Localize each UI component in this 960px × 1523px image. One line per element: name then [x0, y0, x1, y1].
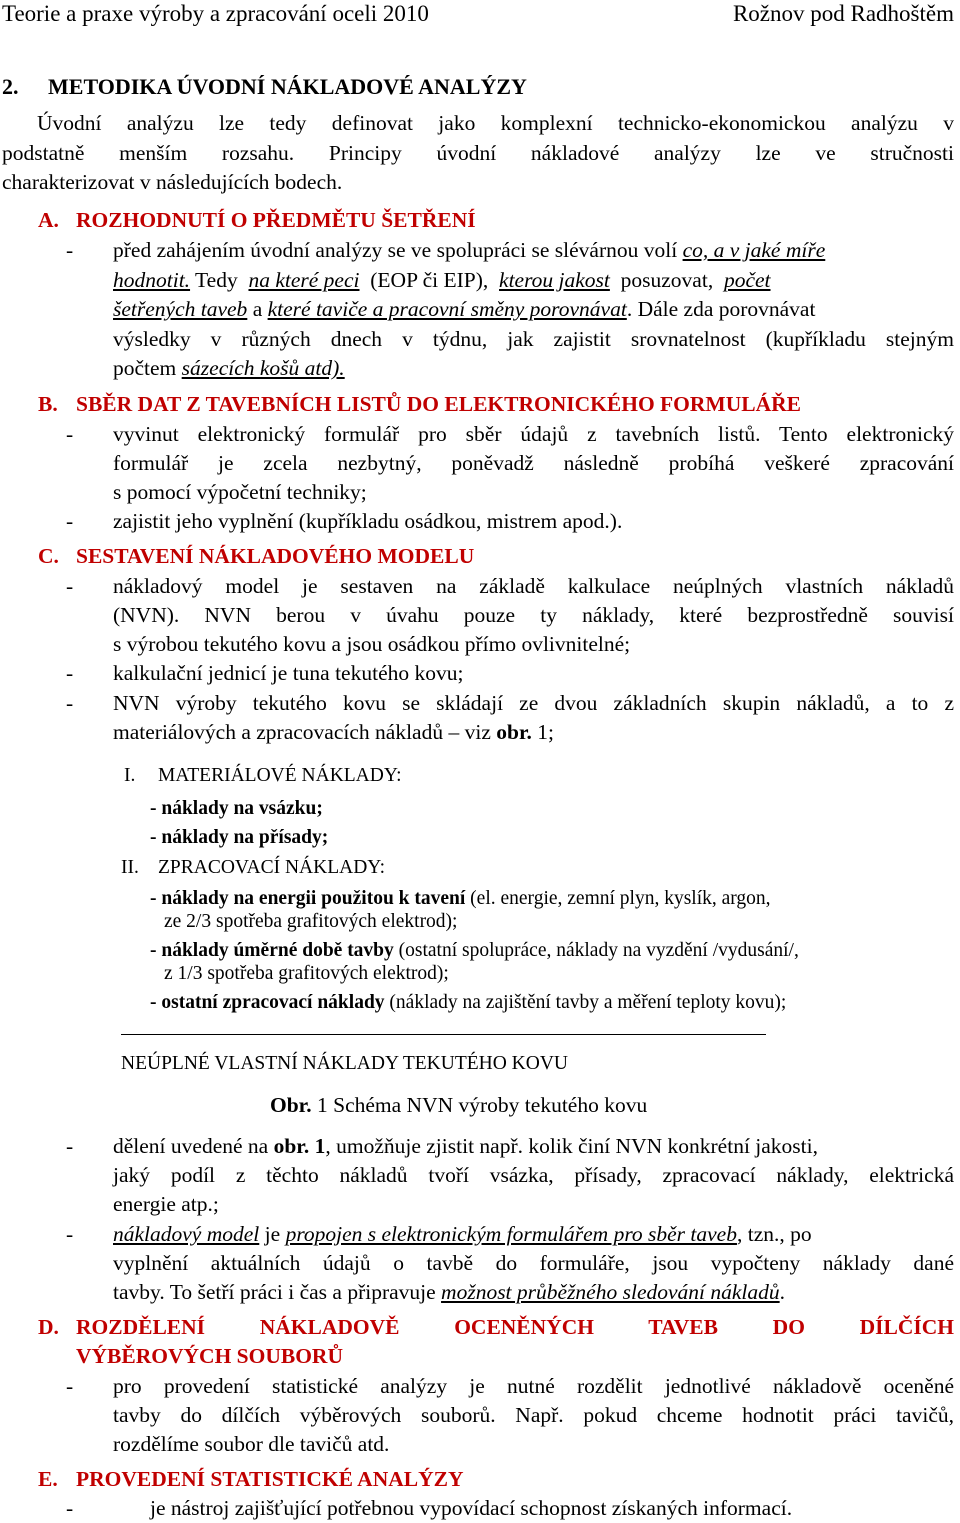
c-item1-line1: nákladový model je sestaven na základě kalkulace neúplných vlastních nákladů	[113, 574, 954, 598]
scheme-item-prisady: - náklady na přísady;	[150, 827, 329, 848]
scheme-item-doba-tavby-line2: z 1/3 spotřeba grafitových elektrod);	[164, 963, 449, 984]
c-item3-line1: NVN výroby tekutého kovu se skládají ze dvou základních skupin nákladů, a to z	[113, 691, 954, 715]
bullet-dash: -	[66, 1134, 74, 1158]
section-b-title: SBĚR DAT Z TAVEBNÍCH LISTŮ DO ELEKTRONICKÉHO FORMULÁŘE	[76, 392, 801, 416]
b-item1-line2: formulář je zcela nezbytný, poněvadž následně probíhá veškeré zpracování	[113, 451, 954, 475]
scheme-group1-title: MATERIÁLOVÉ NÁKLADY:	[158, 765, 402, 786]
section-d-title-line2: VÝBĚROVÝCH SOUBORŮ	[76, 1344, 343, 1368]
post-item1-line2: jaký podíl z těchto nákladů tvoří vsázka, přísady, zpracovací náklady, elektrická	[113, 1163, 954, 1187]
section-number: 2.	[2, 74, 19, 99]
scheme-total-rule	[121, 1034, 766, 1035]
post-item1-line1: dělení uvedené na obr. 1, umožňuje zjistit např. kolik činí NVN konkrétní jakosti,	[113, 1134, 818, 1158]
bullet-dash: -	[66, 422, 74, 446]
c-item2-line1: kalkulační jednicí je tuna tekutého kovu;	[113, 661, 464, 685]
d-line2: tavby do dílčích výběrových souborů. Např. pokud chceme hodnotit práci tavičů,	[113, 1403, 954, 1427]
bullet-dash: -	[66, 1374, 74, 1398]
e-line1: je nástroj zajišťující potřebnou vypovídací schopnost získaných informací.	[150, 1496, 793, 1520]
figure-caption: Obr. 1 Schéma NVN výroby tekutého kovu	[270, 1093, 648, 1117]
intro-line-1: Úvodní analýzu lze tedy definovat jako komplexní technicko-ekonomickou analýzu v	[37, 111, 954, 135]
bullet-dash: -	[66, 238, 74, 262]
section-d-letter: D.	[38, 1315, 59, 1339]
post-item1-line3: energie atp.;	[113, 1192, 219, 1216]
section-c-title: SESTAVENÍ NÁKLADOVÉHO MODELU	[76, 544, 475, 568]
intro-line-3: charakterizovat v následujících bodech.	[2, 170, 343, 194]
post-item2-line1: nákladový model je propojen s elektronickým formulářem pro sběr taveb, tzn., po	[113, 1222, 812, 1246]
section-d-title-line1: ROZDĚLENÍ NÁKLADOVĚ OCENĚNÝCH TAVEB DO DÍLČÍCH	[76, 1315, 954, 1339]
post-item2-line2: vyplnění aktuálních údajů o tavbě do formuláře, jsou vypočteny náklady dané	[113, 1251, 954, 1275]
scheme-group1-number: I.	[124, 765, 136, 786]
bullet-dash: -	[66, 574, 74, 598]
d-line3: rozdělíme soubor dle tavičů atd.	[113, 1432, 390, 1456]
bullet-dash: -	[66, 691, 74, 715]
bullet-dash: -	[66, 509, 74, 533]
section-a-letter: A.	[38, 208, 59, 232]
d-line1: pro provedení statistické analýzy je nutné rozdělit jednotlivé nákladově oceněné	[113, 1374, 954, 1398]
c-item1-line2: (NVN). NVN berou v úvahu pouze ty náklady, které bezprostředně souvisí	[113, 603, 954, 627]
intro-line-2: podstatně menším rozsahu. Principy úvodní nákladové analýzy lze ve stručnosti	[2, 141, 954, 165]
scheme-item-energie-line2: ze 2/3 spotřeba grafitových elektrod);	[164, 911, 458, 932]
a-line-1: před zahájením úvodní analýzy se ve spolupráci se slévárnou volí co, a v jaké míře	[113, 238, 826, 262]
section-c-letter: C.	[38, 544, 59, 568]
header-left: Teorie a praxe výroby a zpracování oceli 2010	[2, 1, 429, 26]
scheme-total-label: NEÚPLNÉ VLASTNÍ NÁKLADY TEKUTÉHO KOVU	[121, 1053, 569, 1074]
bullet-dash: -	[66, 1496, 74, 1520]
scheme-group2-number: II.	[121, 857, 139, 878]
scheme-group2-title: ZPRACOVACÍ NÁKLADY:	[158, 857, 385, 878]
a-line-3: šetřených taveb a které taviče a pracovní směny porovnávat. Dále zda porovnávat	[113, 297, 816, 321]
b-item1-line1: vyvinut elektronický formulář pro sběr údajů z tavebních listů. Tento elektronický	[113, 422, 954, 446]
post-item2-line3: tavby. To šetří práci i čas a připravuje možnost průběžného sledování nákladů.	[113, 1280, 786, 1304]
a-line-5: počtem sázecích košů atd).	[113, 356, 345, 380]
scheme-item-ostatni: - ostatní zpracovací náklady (náklady na zajištění tavby a měření teploty kovu);	[150, 992, 787, 1013]
bullet-dash: -	[66, 1222, 74, 1246]
a-line-2: hodnotit. Tedy na které peci (EOP či EIP), kterou jakost posuzovat, počet	[113, 268, 771, 292]
b-item2-line1: zajistit jeho vyplnění (kupříkladu osádkou, mistrem apod.).	[113, 509, 623, 533]
section-b-letter: B.	[38, 392, 58, 416]
section-e-title: PROVEDENÍ STATISTICKÉ ANALÝZY	[76, 1467, 464, 1491]
a-line-4: výsledky v různých dnech v týdnu, jak zajistit srovnatelnost (kupříkladu stejným	[113, 327, 954, 351]
scheme-item-doba-tavby: - náklady úměrné době tavby (ostatní spolupráce, náklady na vyzdění /vydusání/,	[150, 940, 799, 961]
scheme-item-energie: - náklady na energii použitou k tavení (el. energie, zemní plyn, kyslík, argon,	[150, 888, 771, 909]
header-right: Rožnov pod Radhoštěm	[732, 1, 954, 26]
section-title: METODIKA ÚVODNÍ NÁKLADOVÉ ANALÝZY	[48, 74, 527, 99]
c-item1-line3: s výrobou tekutého kovu a jsou osádkou přímo ovlivnitelné;	[113, 632, 631, 656]
section-e-letter: E.	[38, 1467, 58, 1491]
section-a-title: ROZHODNUTÍ O PŘEDMĚTU ŠETŘENÍ	[76, 208, 476, 232]
scheme-item-vsazka: - náklady na vsázku;	[150, 798, 323, 819]
c-item3-line2: materiálových a zpracovacích nákladů – viz obr. 1;	[113, 720, 554, 744]
bullet-dash: -	[66, 661, 74, 685]
b-item1-line3: s pomocí výpočetní techniky;	[113, 480, 367, 504]
